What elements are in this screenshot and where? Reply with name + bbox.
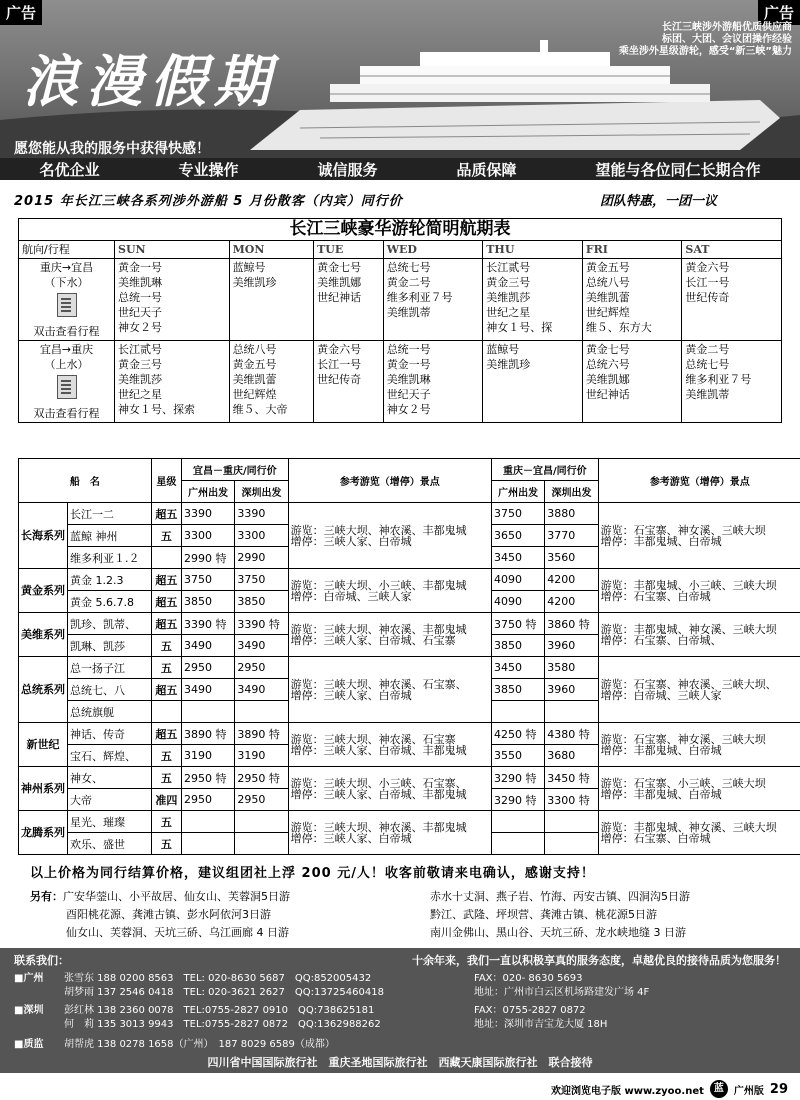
- ship-name: 总统七、八: [68, 679, 152, 701]
- schedule-cell: 黄金五号 总统八号 美维凯蕾 世纪辉煌 维５、东方大: [582, 259, 682, 341]
- schedule-cell: 总统一号 黄金一号 美维凯琳 世纪天子 神女２号: [383, 341, 483, 423]
- schedule-cell: 黄金一号 美维凯琳 总统一号 世纪天子 神女２号: [115, 259, 230, 341]
- price-cy-gz: 3650: [491, 525, 544, 547]
- ship-level: 五: [151, 657, 181, 679]
- spot-cy: 游览：石宝寨、神女溪、三峡大坝 增停：丰都鬼城、白帝城: [598, 503, 800, 569]
- price-row: [19, 569, 800, 591]
- ship-level: 五: [151, 745, 181, 767]
- price-cy-gz: [491, 701, 544, 723]
- view-itinerary-link[interactable]: 双击查看行程: [33, 325, 100, 338]
- price-cy-sz: [545, 701, 598, 723]
- price-yc-gz: 3490: [181, 635, 234, 657]
- price-cy-sz: 4380 特: [545, 723, 598, 745]
- price-cy-sz: 3450 特: [545, 767, 598, 789]
- price-cy-sz: 4200: [545, 569, 598, 591]
- price-yc-sz: 2950 特: [235, 767, 288, 789]
- ship-level: 超五: [151, 679, 181, 701]
- price-table: [18, 458, 800, 855]
- spot-cy: 游览：石宝寨、神女溪、三峡大坝 增停：丰都鬼城、白帝城: [598, 723, 800, 767]
- price-yc-gz: 3190: [181, 745, 234, 767]
- ship-level: 超五: [151, 723, 181, 745]
- footer: [0, 1074, 800, 1100]
- footer-edition: 广州版: [733, 1085, 764, 1097]
- schedule-table: [18, 218, 782, 423]
- price-yc-gz: [181, 701, 234, 723]
- day-thu: THU: [483, 241, 583, 259]
- sz-contact: 彭红林 138 2360 0078 TEL:0755-2827 0910 QQ:738625181: [64, 1005, 375, 1016]
- price-yc-gz: 3850: [181, 591, 234, 613]
- ship-name: 黄金 5.6.7.8: [68, 591, 152, 613]
- document-icon[interactable]: [57, 293, 77, 317]
- series-label: 长海系列: [19, 503, 68, 569]
- schedule-cell: 蓝鲸号 美维凯珍: [483, 341, 583, 423]
- ship-level: 准四: [151, 789, 181, 811]
- price-yc-sz: 3490: [235, 679, 288, 701]
- series-label: 总统系列: [19, 657, 68, 723]
- sz-header: 深圳出发: [235, 481, 288, 503]
- price-cy-gz: 3550: [491, 745, 544, 767]
- price-yc-gz: 3750: [181, 569, 234, 591]
- price-cy-sz: 3300 特: [545, 789, 598, 811]
- wish-text: 愿您能从我的服务中获得快感！: [14, 141, 210, 157]
- cy-header: 重庆－宜昌/同行价: [491, 459, 598, 481]
- price-yc-sz: 2990: [235, 547, 288, 569]
- page-number: 29: [769, 1081, 788, 1097]
- extra-tour: 酉阳桃花源、龚滩古镇、彭水阿依河3日游: [66, 908, 271, 921]
- price-yc-sz: 3390: [235, 503, 288, 525]
- ship-name: 大帝: [68, 789, 152, 811]
- sz-fax: FAX：0755-2827 0872: [474, 1005, 586, 1016]
- ship-name: 总一扬子江: [68, 657, 152, 679]
- spot-header: 参考游览（增停）景点: [288, 459, 491, 503]
- schedule-row-down: [19, 259, 782, 341]
- banner: [0, 0, 800, 180]
- price-cy-gz: [491, 833, 544, 855]
- ship-name: 凯琳、凯莎: [68, 635, 152, 657]
- footer-site[interactable]: 欢迎浏览电子版 www.zyoo.net: [550, 1085, 704, 1097]
- price-cy-sz: [545, 811, 598, 833]
- sz-header: 深圳出发: [545, 481, 598, 503]
- price-row: [19, 613, 800, 635]
- day-mon: MON: [229, 241, 314, 259]
- gz-label: ■广州: [14, 973, 44, 984]
- route-dir: 重庆→宜昌: [39, 261, 94, 274]
- ship-header: 船 名: [19, 459, 152, 503]
- spot-cy: 游览：丰都鬼城、小三峡、三峡大坝 增停：石宝寨、白帝城: [598, 569, 800, 613]
- price-row: [19, 657, 800, 679]
- schedule-cell: 黄金二号 总统七号 维多利亚７号 美维凯蒂: [682, 341, 782, 423]
- ship-level: 超五: [151, 613, 181, 635]
- price-cy-sz: 3960: [545, 679, 598, 701]
- day-sun: SUN: [115, 241, 230, 259]
- ship-level: 五: [151, 833, 181, 855]
- gz-fax: FAX：020- 8630 5693: [474, 973, 583, 984]
- spot-yc: 游览：三峡大坝、神农溪、石宝寨、 增停：三峡人家、白帝城: [288, 657, 491, 723]
- qc-contact: 胡帮虎 138 0278 1658（广州） 187 8029 6589（成都）: [64, 1039, 335, 1050]
- ship-level: 超五: [151, 591, 181, 613]
- gz-header: 广州出发: [181, 481, 234, 503]
- ship-level: 五: [151, 767, 181, 789]
- price-row: [19, 767, 800, 789]
- price-cy-sz: 3770: [545, 525, 598, 547]
- ship-level: [151, 701, 181, 723]
- extra-tour: 南川金佛山、黑山谷、天坑三硚、龙水峡地缝 3 日游: [430, 926, 686, 939]
- sz-contact: 何 莉 135 3013 9943 TEL:0755-2827 0872 QQ:1362988262: [64, 1019, 381, 1030]
- price-cy-sz: 3580: [545, 657, 598, 679]
- price-yc-gz: 2990 特: [181, 547, 234, 569]
- price-yc-sz: 3850: [235, 591, 288, 613]
- price-cy-sz: 3880: [545, 503, 598, 525]
- route-dir: 宜昌→重庆: [39, 343, 94, 356]
- ship-level: 超五: [151, 503, 181, 525]
- ship-name: 神女、: [68, 767, 152, 789]
- extra-tour: 赤水十丈洞、燕子岩、竹海、丙安古镇、四洞沟5日游: [430, 890, 690, 903]
- series-label: 神州系列: [19, 767, 68, 811]
- slogan: 专业操作: [178, 160, 239, 179]
- spot-cy: 游览：丰都鬼城、神女溪、三峡大坝 增停：石宝寨、白帝城、: [598, 613, 800, 657]
- price-yc-sz: 3300: [235, 525, 288, 547]
- contact-motto: 十余年来，我们一直以积极享真的服务态度，卓越优良的接待品质为您服务！: [412, 954, 786, 967]
- price-yc-gz: 2950 特: [181, 767, 234, 789]
- price-cy-gz: 3450: [491, 547, 544, 569]
- extra-tour: 仙女山、芙蓉洞、天坑三硚、乌江画廊 4 日游: [66, 926, 289, 939]
- price-yc-gz: [181, 833, 234, 855]
- price-cy-gz: 4090: [491, 569, 544, 591]
- ship-name: 黄金 1.2.3: [68, 569, 152, 591]
- schedule-cell: 总统八号 黄金五号 美维凯蕾 世纪辉煌 维５、大帝: [229, 341, 314, 423]
- price-yc-sz: 2950: [235, 657, 288, 679]
- schedule-row-up: [19, 341, 782, 423]
- spot-yc: 游览：三峡大坝、神农溪、丰都鬼城 增停：三峡人家、白帝城: [288, 503, 491, 569]
- ship-name: 长江一二: [68, 503, 152, 525]
- price-cy-sz: 3560: [545, 547, 598, 569]
- price-yc-sz: 3490: [235, 635, 288, 657]
- schedule-cell: 总统七号 黄金二号 维多利亚７号 美维凯蒂: [383, 259, 483, 341]
- schedule-cell: 长江贰号 黄金三号 美维凯莎 世纪之星 神女１号、探: [483, 259, 583, 341]
- spot-cy: 游览：丰都鬼城、神女溪、三峡大坝 增停：石宝寨、白帝城: [598, 811, 800, 855]
- agencies: 四川省中国国际旅行社 重庆圣地国际旅行社 西藏天康国际旅行社 联合接待: [207, 1056, 593, 1069]
- price-cy-gz: 3290 特: [491, 767, 544, 789]
- ad-label-left: 广告: [0, 0, 42, 25]
- price-cy-gz: 3750 特: [491, 613, 544, 635]
- spot-yc: 游览：三峡大坝、神农溪、丰都鬼城 增停：三峡人家、白帝城、石宝寨: [288, 613, 491, 657]
- ship-level: 五: [151, 811, 181, 833]
- price-yc-sz: 3890 特: [235, 723, 288, 745]
- ship-name: 凯珍、凯蒂、: [68, 613, 152, 635]
- series-label: 龙腾系列: [19, 811, 68, 855]
- price-yc-gz: 3390: [181, 503, 234, 525]
- schedule-title: 长江三峡豪华游轮简明航期表: [19, 219, 782, 241]
- gz-header: 广州出发: [491, 481, 544, 503]
- ship-name: 总统旗舰: [68, 701, 152, 723]
- price-yc-gz: 2950: [181, 657, 234, 679]
- contact-box: [0, 948, 800, 1073]
- price-yc-sz: 3750: [235, 569, 288, 591]
- ad-label-right: 广告: [758, 0, 800, 25]
- tagline-line: 乘坐涉外星级游轮，感受“新三峡”魅力: [618, 46, 792, 57]
- day-wed: WED: [383, 241, 483, 259]
- price-cy-gz: 3290 特: [491, 789, 544, 811]
- gz-address: 地址：广州市白云区机场路建发广场 4F: [474, 987, 650, 998]
- price-cy-gz: 3750: [491, 503, 544, 525]
- price-row: [19, 723, 800, 745]
- schedule-cell: 黄金六号 长江一号 世纪传奇: [314, 341, 384, 423]
- brand-title: 浪漫假期: [22, 49, 278, 115]
- extra-tour: 黔江、武隆、坪坝营、龚滩古镇、桃花源5日游: [430, 908, 657, 921]
- yc-header: 宜昌－重庆/同行价: [181, 459, 288, 481]
- price-yc-sz: 2950: [235, 789, 288, 811]
- spot-yc: 游览：三峡大坝、小三峡、丰都鬼城 增停：白帝城、三峡人家: [288, 569, 491, 613]
- price-cy-gz: 4090: [491, 591, 544, 613]
- schedule-cell: 长江贰号 黄金三号 美维凯莎 世纪之星 神女１号、探索: [115, 341, 230, 423]
- qc-label: ■质监: [14, 1039, 44, 1050]
- route-cell[interactable]: [19, 259, 115, 341]
- schedule-cell: 蓝鲸号 美维凯珍: [229, 259, 314, 341]
- extra-tour: 广安华蓥山、小平故居、仙女山、芙蓉洞5日游: [63, 890, 290, 903]
- price-subtitle: 2015 年长江三峡各系列涉外游船 5 月份散客（内宾）同行价: [14, 194, 403, 209]
- series-label: 新世纪: [19, 723, 68, 767]
- price-cy-gz: 4250 特: [491, 723, 544, 745]
- spot-cy: 游览：石宝寨、神农溪、三峡大坝、 增停：白帝城、三峡人家: [598, 657, 800, 723]
- price-yc-sz: [235, 833, 288, 855]
- ship-level: 五: [151, 525, 181, 547]
- ship-level: 超五: [151, 569, 181, 591]
- sz-label: ■深圳: [14, 1005, 44, 1016]
- series-label: 黄金系列: [19, 569, 68, 613]
- route-cell[interactable]: [19, 341, 115, 423]
- spot-yc: 游览：三峡大坝、神农溪、石宝寨 增停：三峡人家、白帝城、丰都鬼城: [288, 723, 491, 767]
- schedule-cell: 黄金七号 美维凯娜 世纪神话: [314, 259, 384, 341]
- slogan: 名优企业: [39, 160, 100, 179]
- ship-level: 五: [151, 635, 181, 657]
- ship-name: 宝石、辉煌、: [68, 745, 152, 767]
- gz-contact: 张雪东 188 0200 8563 TEL: 020-8630 5687 QQ:852005432: [64, 973, 372, 984]
- gz-contact: 胡梦雨 137 2546 0418 TEL: 020-3621 2627 QQ:13725460418: [64, 987, 384, 998]
- ship-name: 星光、璀璨: [68, 811, 152, 833]
- price-yc-sz: [235, 701, 288, 723]
- ship-name: 欢乐、盛世: [68, 833, 152, 855]
- spot-cy: 游览：石宝寨、小三峡、三峡大坝 增停：丰都鬼城、白帝城: [598, 767, 800, 811]
- contact-header: 联系我们：: [14, 954, 69, 967]
- price-cy-gz: 3450: [491, 657, 544, 679]
- tagline-line: 长江三峡涉外游船优质供应商: [662, 22, 792, 33]
- price-cy-gz: 3850: [491, 635, 544, 657]
- day-sat: SAT: [682, 241, 782, 259]
- slogan-bar: [0, 158, 800, 180]
- price-yc-gz: [181, 811, 234, 833]
- price-cy-gz: [491, 811, 544, 833]
- document-icon[interactable]: [57, 375, 77, 399]
- price-yc-gz: 3890 特: [181, 723, 234, 745]
- ship-level: [151, 547, 181, 569]
- schedule-cell: 黄金七号 总统六号 美维凯娜 世纪神话: [582, 341, 682, 423]
- sz-address: 地址：深圳市吉宝龙大厦 18H: [474, 1019, 608, 1030]
- price-yc-sz: 3190: [235, 745, 288, 767]
- price-cy-sz: 3860 特: [545, 613, 598, 635]
- price-yc-gz: 3390 特: [181, 613, 234, 635]
- ship-name: 蓝鲸 神州: [68, 525, 152, 547]
- route-sub: （上水）: [44, 358, 89, 371]
- price-cy-gz: 3850: [491, 679, 544, 701]
- ship-name: 神话、传奇: [68, 723, 152, 745]
- price-yc-gz: 2950: [181, 789, 234, 811]
- view-itinerary-link[interactable]: 双击查看行程: [33, 407, 100, 420]
- price-cy-sz: 3960: [545, 635, 598, 657]
- price-yc-sz: [235, 811, 288, 833]
- ship-name: 维多利亚１.２: [68, 547, 152, 569]
- price-yc-gz: 3490: [181, 679, 234, 701]
- price-cy-sz: 3680: [545, 745, 598, 767]
- spot-yc: 游览：三峡大坝、小三峡、石宝寨、 增停：三峡人家、白帝城、丰都鬼城: [288, 767, 491, 811]
- price-yc-gz: 3300: [181, 525, 234, 547]
- price-cy-sz: 4200: [545, 591, 598, 613]
- logo-badge: 蓝: [710, 1080, 728, 1098]
- slogan: 诚信服务: [317, 160, 378, 179]
- spot-yc: 游览：三峡大坝、神农溪、丰都鬼城 增停：三峡人家、白帝城: [288, 811, 491, 855]
- price-yc-sz: 3390 特: [235, 613, 288, 635]
- slogan: 望能与各位同仁长期合作: [595, 160, 761, 179]
- spot-header: 参考游览（增停）景点: [598, 459, 800, 503]
- tagline-line: 标团、大团、会议团操作经验: [662, 34, 792, 45]
- price-note: 以上价格为同行结算价格，建议组团社上浮 200 元/人！收客前敬请来电确认，感谢支持！: [30, 866, 595, 881]
- team-deal: 团队特惠，一团一议: [600, 194, 718, 209]
- extra-label: 另有：: [30, 890, 63, 903]
- schedule-cell: 黄金六号 长江一号 世纪传奇: [682, 259, 782, 341]
- price-row: [19, 811, 800, 833]
- extra-tours: [30, 888, 770, 942]
- level-header: 星级: [151, 459, 181, 503]
- route-sub: （下水）: [44, 276, 89, 289]
- price-cy-sz: [545, 833, 598, 855]
- day-fri: FRI: [582, 241, 682, 259]
- tagline: [619, 22, 792, 58]
- day-tue: TUE: [314, 241, 384, 259]
- series-label: 美维系列: [19, 613, 68, 657]
- route-header: 航向/行程: [19, 241, 115, 259]
- slogan: 品质保障: [456, 160, 517, 179]
- price-row: [19, 503, 800, 525]
